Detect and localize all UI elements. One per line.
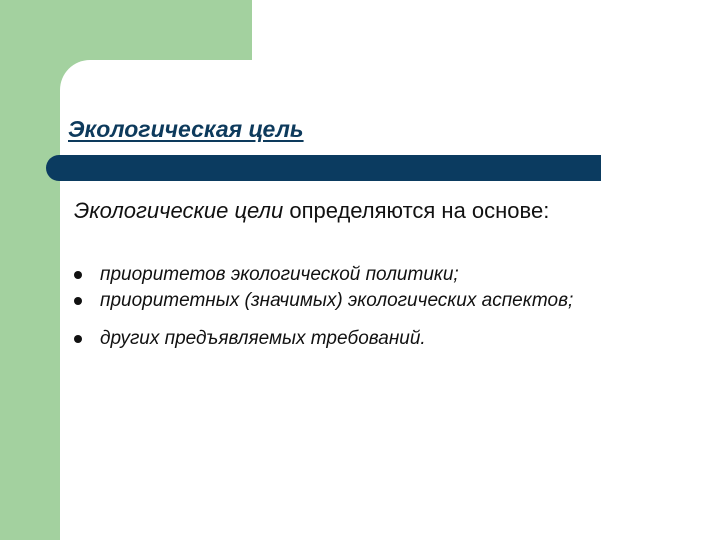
intro-italic: Экологические цели <box>74 198 284 223</box>
bullet-dot-icon <box>74 335 82 343</box>
bullet-list <box>74 262 634 352</box>
list-item <box>74 262 634 288</box>
list-item <box>74 326 634 352</box>
list-item <box>74 288 634 314</box>
intro-rest: определяются на основе: <box>283 198 550 223</box>
list-item-text: приоритетов экологической политики; <box>100 264 459 285</box>
bullet-dot-icon <box>74 297 82 305</box>
title-divider-bar <box>46 155 601 181</box>
slide-title: Экологическая цель <box>68 116 304 142</box>
intro-text <box>74 194 640 227</box>
decor-green-left <box>0 0 60 540</box>
bullet-dot-icon <box>74 271 82 279</box>
list-item-text: других предъявляемых требований. <box>100 328 426 349</box>
list-item-text: приоритетных (значимых) экологических аспектов; <box>100 290 574 311</box>
